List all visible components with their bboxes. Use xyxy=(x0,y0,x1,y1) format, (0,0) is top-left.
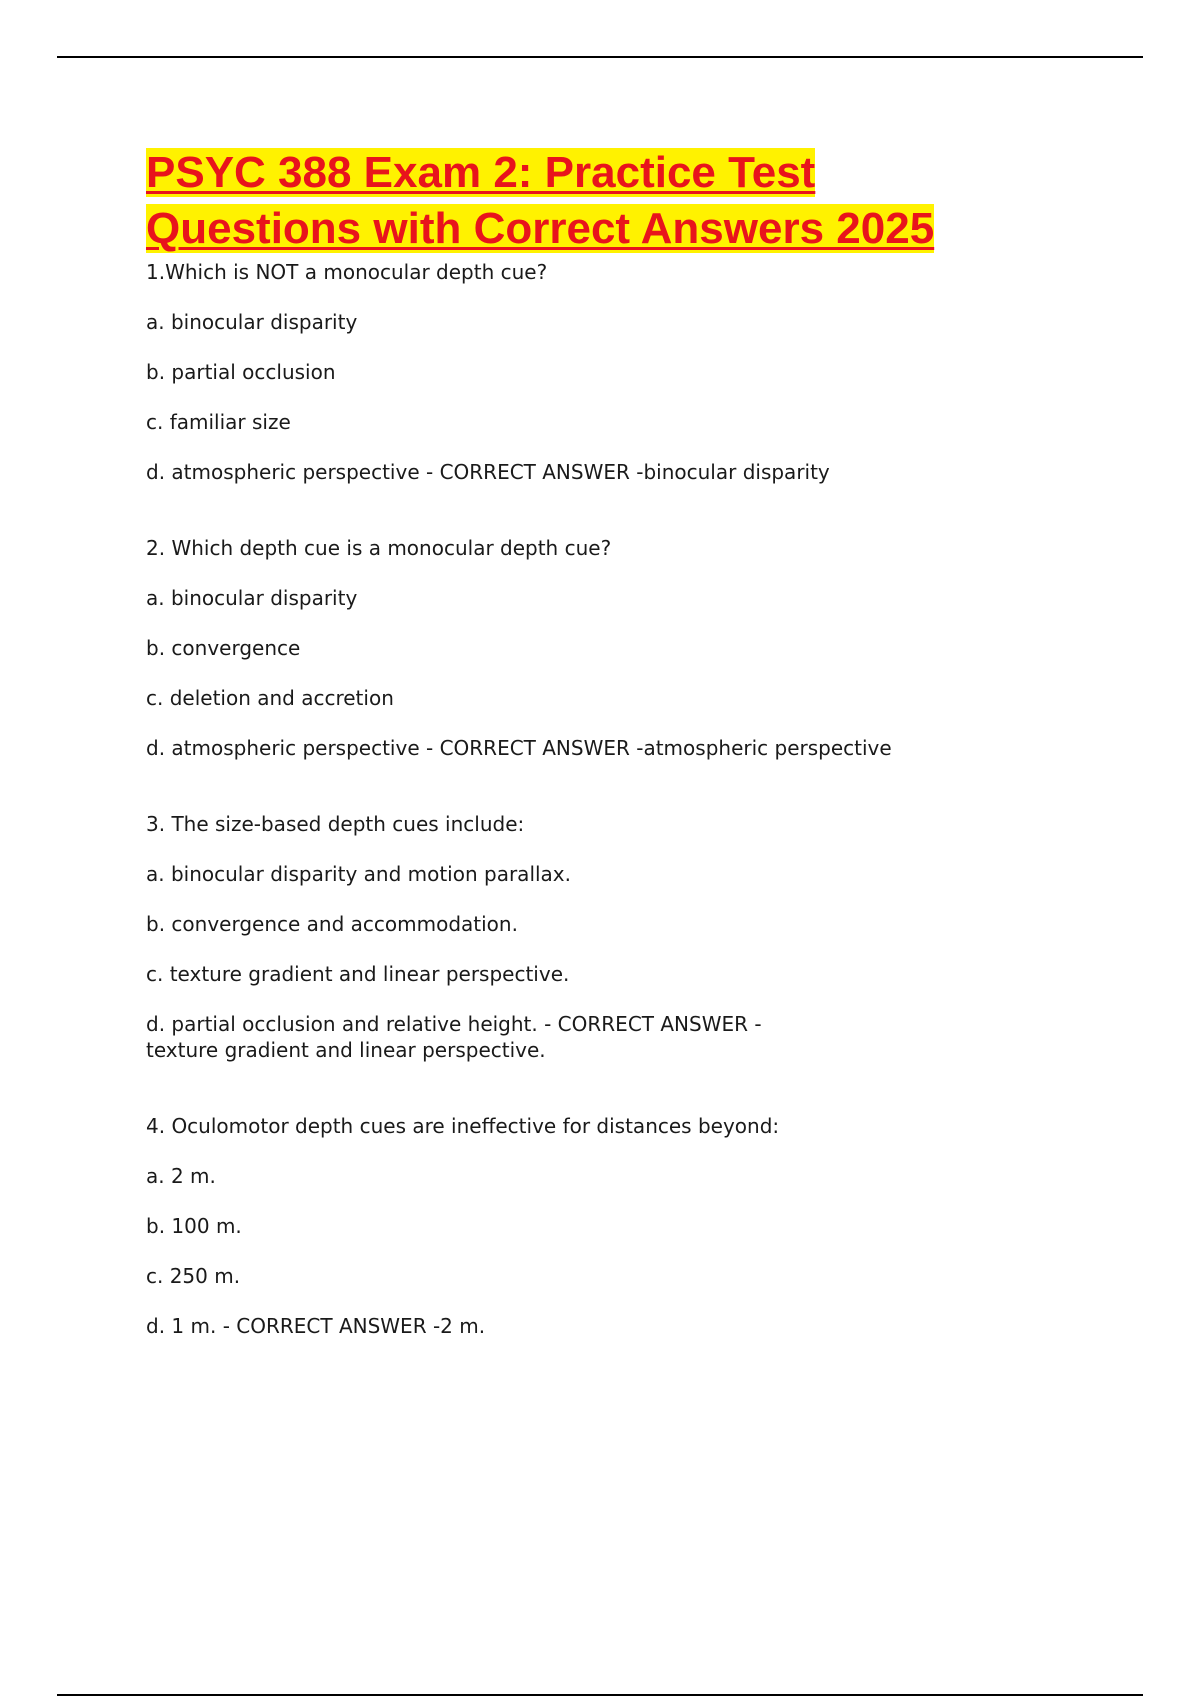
document-title xyxy=(146,145,1106,257)
answer-option-with-correct-answer: d. atmospheric perspective - CORRECT ANSWER -atmospheric perspective xyxy=(146,736,892,760)
answer-option: a. 2 m. xyxy=(146,1164,216,1188)
question-text: 3. The size-based depth cues include: xyxy=(146,812,525,836)
document-body xyxy=(146,145,1106,1389)
title-line-1: PSYC 388 Exam 2: Practice Test xyxy=(146,148,816,197)
answer-option: b. partial occlusion xyxy=(146,360,336,384)
footer-rule xyxy=(57,1694,1143,1696)
question-text: 1.Which is NOT a monocular depth cue? xyxy=(146,260,548,284)
title-line-2: Questions with Correct Answers 2025 xyxy=(146,204,935,253)
answer-option: b. convergence xyxy=(146,636,301,660)
answer-option: a. binocular disparity xyxy=(146,310,358,334)
answer-option-with-correct-answer: d. atmospheric perspective - CORRECT ANSWER -binocular disparity xyxy=(146,460,830,484)
answer-option: b. 100 m. xyxy=(146,1214,242,1238)
question-block-4 xyxy=(146,1113,1106,1339)
question-text: 4. Oculomotor depth cues are ineffective for distances beyond: xyxy=(146,1114,780,1138)
answer-option: c. deletion and accretion xyxy=(146,686,394,710)
question-block-2 xyxy=(146,535,1106,761)
answer-option: a. binocular disparity xyxy=(146,586,358,610)
answer-option: b. convergence and accommodation. xyxy=(146,912,518,936)
question-block-1 xyxy=(146,259,1106,485)
question-text: 2. Which depth cue is a monocular depth cue? xyxy=(146,536,612,560)
answer-option: c. 250 m. xyxy=(146,1264,241,1288)
answer-option: c. familiar size xyxy=(146,410,291,434)
answer-option: c. texture gradient and linear perspective. xyxy=(146,962,570,986)
answer-option-with-correct-answer: d. 1 m. - CORRECT ANSWER -2 m. xyxy=(146,1314,486,1338)
header-rule xyxy=(57,56,1143,58)
answer-option-with-correct-answer: d. partial occlusion and relative height. - CORRECT ANSWER - texture gradient and linear perspective. xyxy=(146,1012,762,1062)
answer-option: a. binocular disparity and motion parallax. xyxy=(146,862,571,886)
question-block-3 xyxy=(146,811,1106,1063)
